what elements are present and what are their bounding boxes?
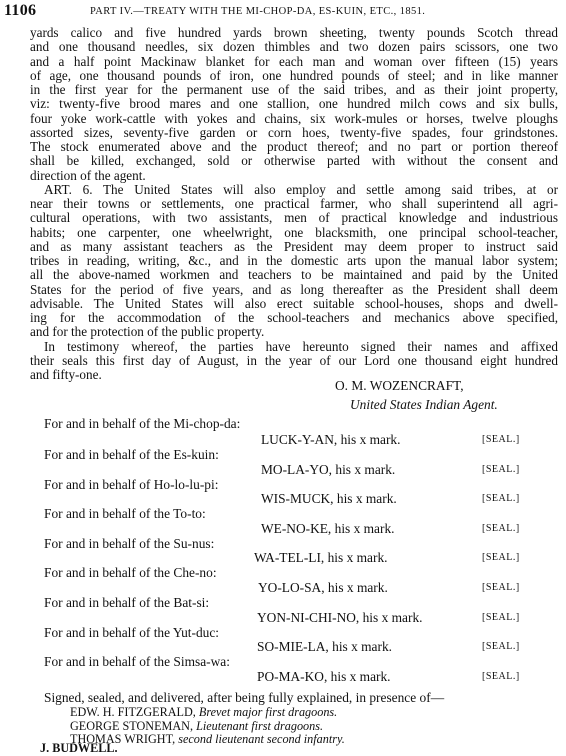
witness-intro: Signed, sealed, and delivered, after being fully explained, in presence of— bbox=[44, 690, 445, 705]
signer-name: WA-TEL-LI, his x mark. bbox=[254, 550, 388, 565]
witness-role: Lieutenant first dragoons. bbox=[196, 719, 324, 733]
text-line: The stock enumerated above and the product thereof; and no part or portion thereof bbox=[30, 139, 558, 154]
signer-name: YON-NI-CHI-NO, his x mark. bbox=[257, 610, 423, 625]
text-line: in the first year for the permanent use of the said tribes, and as their joint property, bbox=[30, 82, 558, 97]
witness-entry bbox=[70, 705, 337, 720]
page-header bbox=[4, 2, 560, 24]
text-line: direction of the agent. bbox=[30, 167, 146, 183]
behalf-label: For and in behalf of the Su-nus: bbox=[44, 536, 215, 551]
seal-mark: [SEAL.] bbox=[482, 464, 520, 475]
witness-name: GEORGE STONEMAN, bbox=[70, 719, 194, 733]
behalf-label: For and in behalf of the Bat-si: bbox=[44, 595, 210, 610]
signer-name: SO-MIE-LA, his x mark. bbox=[257, 639, 393, 654]
seal-mark: [SEAL.] bbox=[482, 612, 520, 623]
signer-name: WIS-MUCK, his x mark. bbox=[261, 491, 397, 506]
seal-mark: [SEAL.] bbox=[482, 641, 520, 652]
seal-mark: [SEAL.] bbox=[482, 552, 520, 563]
behalf-label: For and in behalf of the To-to: bbox=[44, 506, 206, 521]
behalf-label: For and in behalf of the Yut-duc: bbox=[44, 625, 220, 640]
text-line: States for the period of five years, and as long thereafter as the President shall deem bbox=[30, 281, 558, 297]
text-line: their seals this first day of August, in the year of our Lord one thousand eight hundred bbox=[30, 352, 558, 368]
text-line: cultural operations, with two assistants, men of practical knowledge and industrious bbox=[30, 210, 558, 226]
signer-name: LUCK-Y-AN, his x mark. bbox=[261, 432, 401, 447]
text-line: tribes in reading, writing, &c., and in the domestic arts upon the manual labor system; bbox=[30, 253, 558, 268]
treaty-text bbox=[30, 26, 558, 382]
behalf-label: For and in behalf of the Che-no: bbox=[44, 565, 217, 580]
text-line: and one thousand needles, six dozen thimbles and two dozen pairs scissors, one two bbox=[30, 39, 558, 55]
signer-name: YO-LO-SA, his x mark. bbox=[258, 580, 388, 595]
article-6-start: ART. 6. The United States will also employ and settle among said tribes, at or bbox=[44, 181, 558, 197]
witness-entry bbox=[40, 741, 118, 756]
behalf-label: For and in behalf of the Simsa-wa: bbox=[44, 654, 230, 669]
text-line: advisable. The United States will also erect suitable school-houses, shops and dwell- bbox=[30, 295, 558, 311]
signer-name: WE-NO-KE, his x mark. bbox=[261, 521, 395, 536]
text-line: viz: twenty-five brood mares and one stallion, one hundred milch cows and six bulls, bbox=[30, 96, 558, 112]
agent-name: O. M. WOZENCRAFT, bbox=[335, 378, 464, 393]
witness-role: second lieutenant second infantry. bbox=[178, 732, 345, 746]
page-number: 1106 bbox=[4, 2, 37, 19]
seal-mark: [SEAL.] bbox=[482, 493, 520, 504]
text-line: four yoke work-cattle with yokes and chains, six work-mules or horses, twelve ploughs bbox=[30, 110, 558, 126]
text-line: and for the protection of the public property. bbox=[30, 324, 265, 340]
text-line: near their towns or settlements, one practical farmer, who shall superintend all agri- bbox=[30, 196, 558, 211]
running-title: PART IV.—TREATY WITH THE MI-CHOP-DA, ES-KUIN, ETC., 1851. bbox=[90, 6, 426, 17]
text-line: ing for the accommodation of the school-teachers and mechanics above specified, bbox=[30, 310, 558, 325]
witness-name: EDW. H. FITZGERALD, bbox=[70, 705, 196, 719]
text-line: and fifty-one. bbox=[30, 367, 102, 382]
agent-title: United States Indian Agent. bbox=[350, 397, 498, 412]
seal-mark: [SEAL.] bbox=[482, 582, 520, 593]
seal-mark: [SEAL.] bbox=[482, 671, 520, 682]
text-line: assorted sizes, seventy-five garden or corn hoes, twenty-five spades, four grindstones. bbox=[30, 124, 558, 140]
seal-mark: [SEAL.] bbox=[482, 434, 520, 445]
signer-name: MO-LA-YO, his x mark. bbox=[261, 462, 396, 477]
behalf-label: For and in behalf of the Es-kuin: bbox=[44, 447, 219, 462]
text-line: all the above-named workmen and teachers to be maintained and paid by the United bbox=[30, 267, 558, 283]
text-line: shall be killed, exchanged, sold or otherwise parted with without the consent and bbox=[30, 153, 558, 169]
text-line: of age, one thousand pounds of iron, one hundred pounds of steel; and in like manner bbox=[30, 67, 558, 83]
text-line: and a half point Mackinaw blanket for each man and woman over fifteen (15) years bbox=[30, 53, 558, 69]
witness-name: THOMAS WRIGHT, bbox=[70, 732, 176, 746]
seal-mark: [SEAL.] bbox=[482, 523, 520, 534]
text-line: yards calico and five hundred yards brown sheeting, twenty pounds Scotch thread bbox=[30, 25, 558, 40]
text-line: and as many assistant teachers as the President may deem proper to instruct said bbox=[30, 238, 558, 254]
behalf-label: For and in behalf of the Mi-chop-da: bbox=[44, 416, 241, 431]
behalf-label: For and in behalf of Ho-lo-lu-pi: bbox=[44, 477, 219, 492]
witness-role: Brevet major first dragoons. bbox=[198, 705, 338, 719]
signer-name: PO-MA-KO, his x mark. bbox=[257, 669, 391, 684]
text-line: habits; one carpenter, one wheelwright, one blacksmith, one principal school-teacher, bbox=[30, 224, 558, 240]
testimony-start: In testimony whereof, the parties have hereunto signed their names and affixed bbox=[44, 338, 558, 354]
witness-name: J. BUDWELL. bbox=[40, 741, 118, 755]
